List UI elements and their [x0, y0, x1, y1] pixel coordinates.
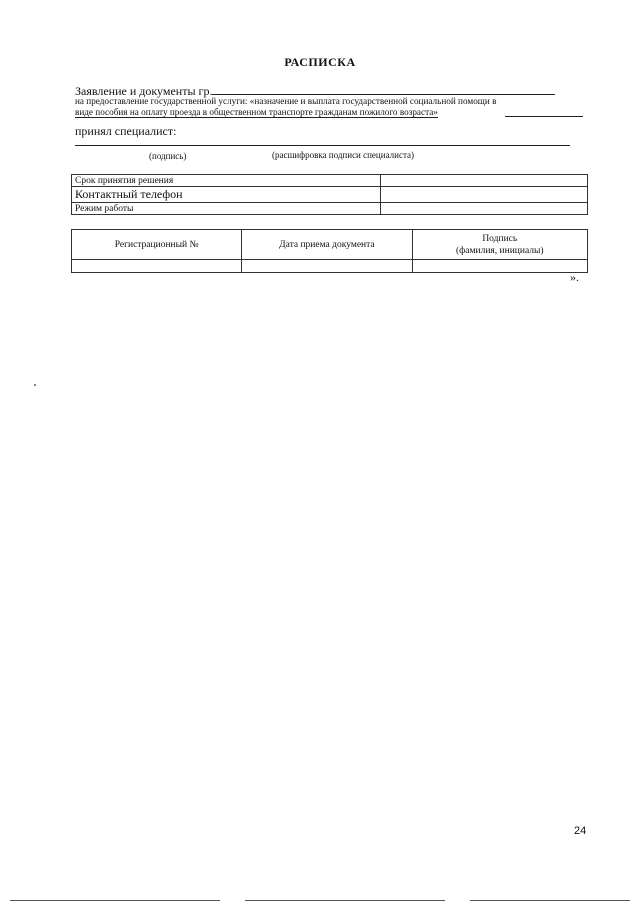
- description-underline: [505, 116, 583, 117]
- table-row: [72, 203, 588, 215]
- service-description-line-1: на предоставление государственной услуги: «назначение и выплата государственной социальной помощи в: [75, 96, 497, 106]
- contact-phone-label: Контактный телефон: [72, 187, 381, 203]
- page-title: РАСПИСКА: [284, 55, 356, 69]
- signature-cell: [412, 260, 587, 273]
- signature-caption: (подпись): [149, 151, 187, 161]
- decision-term-value: [381, 175, 588, 187]
- statement-label: Заявление и документы гр.: [75, 84, 213, 98]
- closing-quote: ».: [570, 270, 579, 284]
- work-hours-value: [381, 203, 588, 215]
- receipt-date-cell: [242, 260, 412, 273]
- signature-header-line-1: Подпись: [482, 233, 518, 244]
- scan-edge-line: [10, 900, 220, 901]
- signature-decode-caption: (расшифровка подписи специалиста): [272, 150, 414, 160]
- service-description: [75, 96, 582, 118]
- scan-edge-line: [245, 900, 445, 901]
- reg-number-header: Регистрационный №: [72, 230, 242, 260]
- service-description-line-2: виде пособия на оплату проезда в общественном транспорте гражданам пожилого возраста»: [75, 107, 438, 117]
- info-table: [71, 174, 588, 215]
- reg-number-cell: [72, 260, 242, 273]
- registration-table: [71, 229, 588, 273]
- table-row: [72, 175, 588, 187]
- scan-speck: [34, 384, 36, 386]
- decision-term-label: Срок принятия решения: [72, 175, 381, 187]
- scan-edge-line: [470, 900, 630, 901]
- work-hours-label: Режим работы: [72, 203, 381, 215]
- citizen-name-blank: [212, 84, 555, 95]
- receipt-date-header: Дата приема документа: [242, 230, 412, 260]
- accepted-by-label: принял специалист:: [75, 124, 177, 138]
- table-row: [72, 187, 588, 203]
- table-row: [72, 260, 588, 273]
- signature-header: [412, 230, 587, 260]
- signature-header-line-2: (фамилия, инициалы): [455, 245, 544, 256]
- page-number: 24: [574, 825, 587, 837]
- signature-line: [75, 145, 570, 146]
- table-header-row: [72, 230, 588, 260]
- contact-phone-value: [381, 187, 588, 203]
